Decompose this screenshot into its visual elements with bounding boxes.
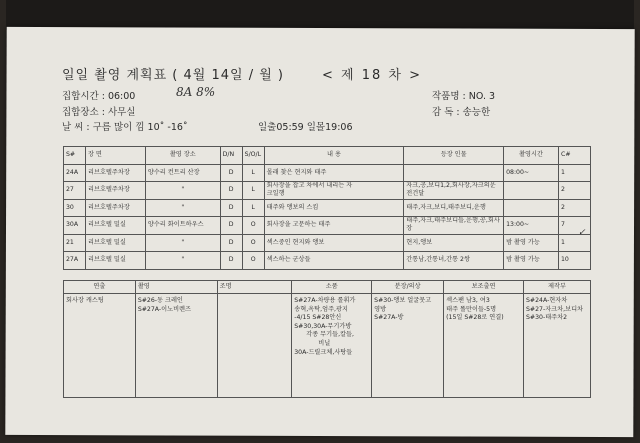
cell-content: 몰래 찾은 현지와 태주 xyxy=(264,164,404,182)
cell-cast: 간통남,간통녀,간통 2쌍 xyxy=(404,252,504,270)
note-line: -4/15 S#28안신 xyxy=(294,314,342,322)
note-line: S#27A-이노비렌즈 xyxy=(137,305,192,313)
cell-dn: D xyxy=(220,199,242,217)
direction-notes xyxy=(64,294,136,398)
cell-time: 밤 촬영 가능 xyxy=(504,252,559,270)
table-row xyxy=(64,199,591,217)
page-title: 일일 촬영 계획표 ( 4월 14일 / 월 ) xyxy=(62,68,284,83)
cell-sol: O xyxy=(242,234,264,252)
background-top xyxy=(6,0,634,30)
note-line: 30A-드릴크체,사탕들 xyxy=(294,348,353,356)
cell-location: " xyxy=(145,252,220,270)
cell-time: 13:00~ xyxy=(504,217,559,235)
col-header: 장 면 xyxy=(85,147,145,165)
col-header: S# xyxy=(64,147,86,165)
note-line: 비닐 xyxy=(318,339,331,347)
note-line: S#27A-방 xyxy=(374,314,404,322)
cell-scene: 21 xyxy=(64,234,86,252)
cell-scene: 27 xyxy=(64,182,86,200)
cell-dn: D xyxy=(220,164,242,182)
scene-schedule-table xyxy=(63,146,591,270)
cell-sol: O xyxy=(242,252,264,270)
note-line: S#24A-현자차 xyxy=(525,297,568,304)
table-row xyxy=(64,182,591,200)
crew-col-header: 분장/의상 xyxy=(372,281,444,294)
cell-sol: L xyxy=(242,164,264,182)
note-line: (15일 S#28로 연결) xyxy=(446,314,504,322)
cell-cuts: 1 xyxy=(559,234,591,252)
cell-set: 리브호텔주차장 xyxy=(85,199,145,217)
cell-content: 태주와 앵보의 스킴 xyxy=(264,199,404,217)
note-line: S#26-동 크레인 xyxy=(137,297,183,304)
cell-cast: 태주,자크,보디,태주보디,운행 xyxy=(404,199,504,217)
call-time: 집합시간 : 06:00 xyxy=(62,91,136,102)
cell-dn: D xyxy=(220,234,242,252)
crew-col-header: 보조출연 xyxy=(444,281,524,294)
cell-location: " xyxy=(145,199,220,217)
crew-col-header: 연출 xyxy=(64,281,136,294)
episode-number: 작품명 : NO. 3 xyxy=(432,91,496,102)
col-header: 촬영시간 xyxy=(504,147,559,165)
crew-col-header: 소품 xyxy=(292,281,372,294)
weather: 날 씨 : 구름 많이 낌 10˚ -16˚ xyxy=(62,122,188,133)
cell-cuts: 1 xyxy=(559,164,591,182)
table-header-row xyxy=(64,147,591,165)
col-header: C# xyxy=(559,147,591,165)
note-line: S#30,30A-무기가방 xyxy=(294,322,352,330)
note-line: 섹스팬 남3, 여3 xyxy=(446,297,490,304)
col-header: 내 용 xyxy=(264,147,404,165)
call-time-handwritten: 8A 8% xyxy=(176,85,216,99)
production-notes xyxy=(523,294,590,398)
note-line: S#27A-차량용 롤휘가 xyxy=(294,297,356,304)
cell-dn: D xyxy=(220,252,242,270)
cell-time: 밤 촬영 가능 xyxy=(504,234,559,252)
extras-notes xyxy=(444,294,524,398)
cell-sol: L xyxy=(242,199,264,217)
cell-scene: 24A xyxy=(64,164,86,182)
cell-cuts: 2 xyxy=(559,182,591,200)
col-header: 등장 인물 xyxy=(404,147,504,165)
col-header: 촬영 장소 xyxy=(145,147,220,165)
cell-dn: D xyxy=(220,217,242,235)
note-line: 송혁,옥탁,엄주,광지 xyxy=(294,305,348,313)
cell-location: 양수리 컨트리 산장 xyxy=(145,164,220,182)
cell-sol: L xyxy=(242,182,264,200)
makeup-notes xyxy=(372,294,444,398)
note-line: S#30-앵보 얼굴뭇고 xyxy=(374,297,432,304)
table-row xyxy=(64,217,591,235)
cell-location: " xyxy=(145,234,220,252)
col-header: D/N xyxy=(220,147,242,165)
cell-content: 회사장을 고문하는 태주 xyxy=(264,217,404,235)
cell-content: 섹스하는 군상들 xyxy=(264,252,404,270)
cell-cast: 현지,앵보 xyxy=(404,234,504,252)
cell-sol: O xyxy=(242,217,264,235)
handwritten-tick-mark: ✓ xyxy=(578,228,586,238)
cell-time: 08:00~ xyxy=(504,164,559,182)
table-row xyxy=(64,252,591,270)
crew-header-row xyxy=(64,281,591,294)
note-line: 회사장 캐스팅 xyxy=(66,297,104,304)
shoot-round: < 제 18 차 > xyxy=(322,68,422,83)
cell-content: 섹스중인 현지와 앵보 xyxy=(264,234,404,252)
note-line: S#27-자크차,보디차 xyxy=(525,305,584,313)
crew-col-header: 조명 xyxy=(217,281,292,294)
call-location: 집합장소 : 사무실 xyxy=(62,107,136,118)
crew-notes-row xyxy=(64,294,591,398)
sunrise-sunset: 일출05:59 일몰19:06 xyxy=(258,122,353,133)
cell-location: 양수리 화이트하우스 xyxy=(145,217,220,235)
note-line: 영방 xyxy=(374,305,387,313)
cell-set: 리브호텔주차장 xyxy=(85,182,145,200)
cell-cast: 태주,자크,태주보디들,운행,공,회사장 xyxy=(404,217,504,235)
lighting-notes xyxy=(217,294,292,398)
cell-cast: 자크,공,보디1,2,회사장,자크의운전건달 xyxy=(404,182,504,200)
cell-set: 리브호텔 밀실 xyxy=(85,234,145,252)
note-line: S#30-태주차2 xyxy=(525,314,568,322)
cell-cuts: 2 xyxy=(559,199,591,217)
cell-time xyxy=(504,199,559,217)
cell-dn: D xyxy=(220,182,242,200)
note-line: 태주 똘만이들-5명 xyxy=(446,305,497,313)
crew-notes-table xyxy=(63,280,591,398)
crew-col-header: 촬영 xyxy=(135,281,217,294)
cell-scene: 30A xyxy=(64,217,86,235)
cell-cuts: 10 xyxy=(559,252,591,270)
col-header: S/O/L xyxy=(242,147,264,165)
cell-cuts: 7 xyxy=(559,217,591,235)
cell-time xyxy=(504,182,559,200)
crew-col-header: 제작부 xyxy=(523,281,590,294)
note-line: 각종 무기들,칼들, xyxy=(306,331,354,339)
cell-cast xyxy=(404,164,504,182)
cell-scene: 30 xyxy=(64,199,86,217)
cell-set: 리브호텔 밀실 xyxy=(85,217,145,235)
director: 감 독 : 송능한 xyxy=(432,107,491,118)
props-notes xyxy=(292,294,372,398)
cell-content: 회사장을 잡고 차에서 내리는 자 크일행 xyxy=(264,182,404,200)
cell-set: 리브호텔주차장 xyxy=(85,164,145,182)
table-row xyxy=(64,234,591,252)
cell-scene: 27A xyxy=(64,252,86,270)
table-row xyxy=(64,164,591,182)
camera-notes xyxy=(135,294,217,398)
cell-location: " xyxy=(145,182,220,200)
cell-set: 리브호텔 밀실 xyxy=(85,252,145,270)
